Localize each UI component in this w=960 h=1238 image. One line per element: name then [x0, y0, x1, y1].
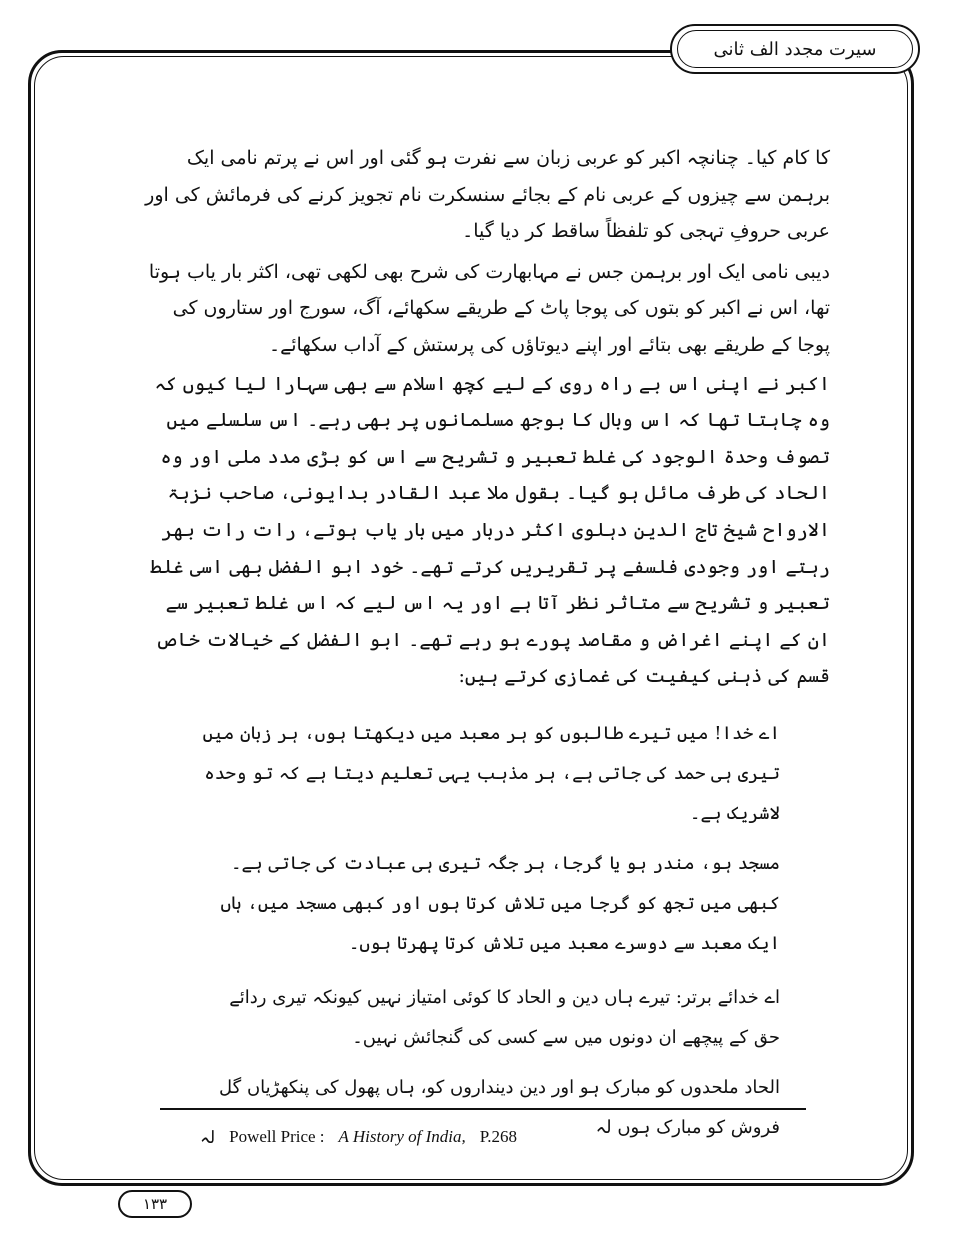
quote-paragraph-1: اے خدا! میں تیرے طالبوں کو ہر معبد میں دیکھتا ہوں، ہر زبان میں تیری ہی حمد کی جاتی ہے، ہر مذہب یہی تعلیم دیتا ہے کہ تو وحدہ لاشریک ہے۔ [202, 723, 780, 824]
footnote-separator [160, 1108, 806, 1110]
paragraph-2: دیبی نامی ایک اور برہمن جس نے مہابھارت کی شرح بھی لکھی تھی، اکثر بار یاب ہوتا تھا، اس نے اکبر کو بتوں کی پوجا پاٹ کے طریقے سکھائے، آگ، سورج اور ستاروں کی پوجا کے طریقے بھی بتائے اور اپنے دیوتاؤں کی پرستش کے آداب سکھائے۔ [148, 260, 830, 356]
paragraph-1: کا کام کیا۔ چنانچہ اکبر کو عربی زبان سے نفرت ہو گئی اور اس نے پرتم نامی ایک برہمن سے چیزوں کے عربی نام کے بجائے سنسکرت نام تجویز کرنے کی فرمائش کی اور عربی حروفِ تہجی کو تلفظاً ساقط کر دیا گیا۔ [145, 147, 830, 243]
paragraph-3: اکبر نے اپنی اس بے راہ روی کے لیے کچھ اسلام سے بھی سہارا لیا کیوں کہ وہ چاہتا تھا کہ اس وبال کا بوجھ مسلمانوں پر بھی رہے۔ اس سلسلے میں تصوف وحدۃ الوجود کی غلط تعبیر و تشریح سے اس کو بڑی مدد ملی اور وہ الحاد کی طرف مائل ہو گیا۔ بقول ملا عبد القادر بدایونی، صاحب نزہۃ الارواح شیخ تاج الدین دہلوی اکثر دربار میں بار یاب ہوتے، رات رات بھر رہتے اور وجودی فلسفے پر تقریریں کرتے تھے۔ خود ابو الفضل بھی اسی غلط تعبیر و تشریح سے متاثر نظر آتا ہے اور یہ اس لیے کہ اس غلط تعبیر سے ان کے اپنے اغراض و مقاصد پورے ہو رہے تھے۔ ابو الفضل کے خیالات خاص قسم کی ذہنی کیفیت کی غمازی کرتے ہیں: [150, 372, 830, 688]
quote-paragraph-4: الحاد ملحدوں کو مبارک ہو اور دین دینداروں کو، ہاں پھول کی پنکھڑیاں گل فروش کو مبارک ہوں لہ [219, 1077, 780, 1138]
footnote-title [339, 1127, 466, 1147]
page-number: ۱۳۳ [118, 1190, 192, 1218]
footnote [200, 1122, 700, 1152]
footnote-marker: لہ [200, 1127, 216, 1148]
quote-paragraph-2: مسجد ہو، مندر ہو یا گرجا، ہر جگہ تیری ہی عبادت کی جاتی ہے۔ کبھی میں تجھ کو گرجا میں تلاش کرتا ہوں اور کبھی مسجد میں، ہاں ایک معبد سے دوسرے معبد میں تلاش کرتا پھرتا ہوں۔ [220, 853, 780, 954]
running-head-title: سیرت مجدد الف ثانی [677, 30, 913, 68]
quotation-block [200, 714, 780, 1148]
main-text [140, 140, 830, 695]
footnote-author: Powell Price : [229, 1127, 325, 1146]
quote-paragraph-3: اے خدائے برتر: تیرے ہاں دین و الحاد کا کوئی امتیاز نہیں کیونکہ تیری ردائے حق کے پیچھے ان دونوں میں سے کسی کی گنجائش نہیں۔ [229, 987, 780, 1048]
footnote-page: P.268 [479, 1127, 518, 1146]
running-head [670, 24, 920, 74]
footnote-title-text: A History of India, [338, 1127, 466, 1146]
